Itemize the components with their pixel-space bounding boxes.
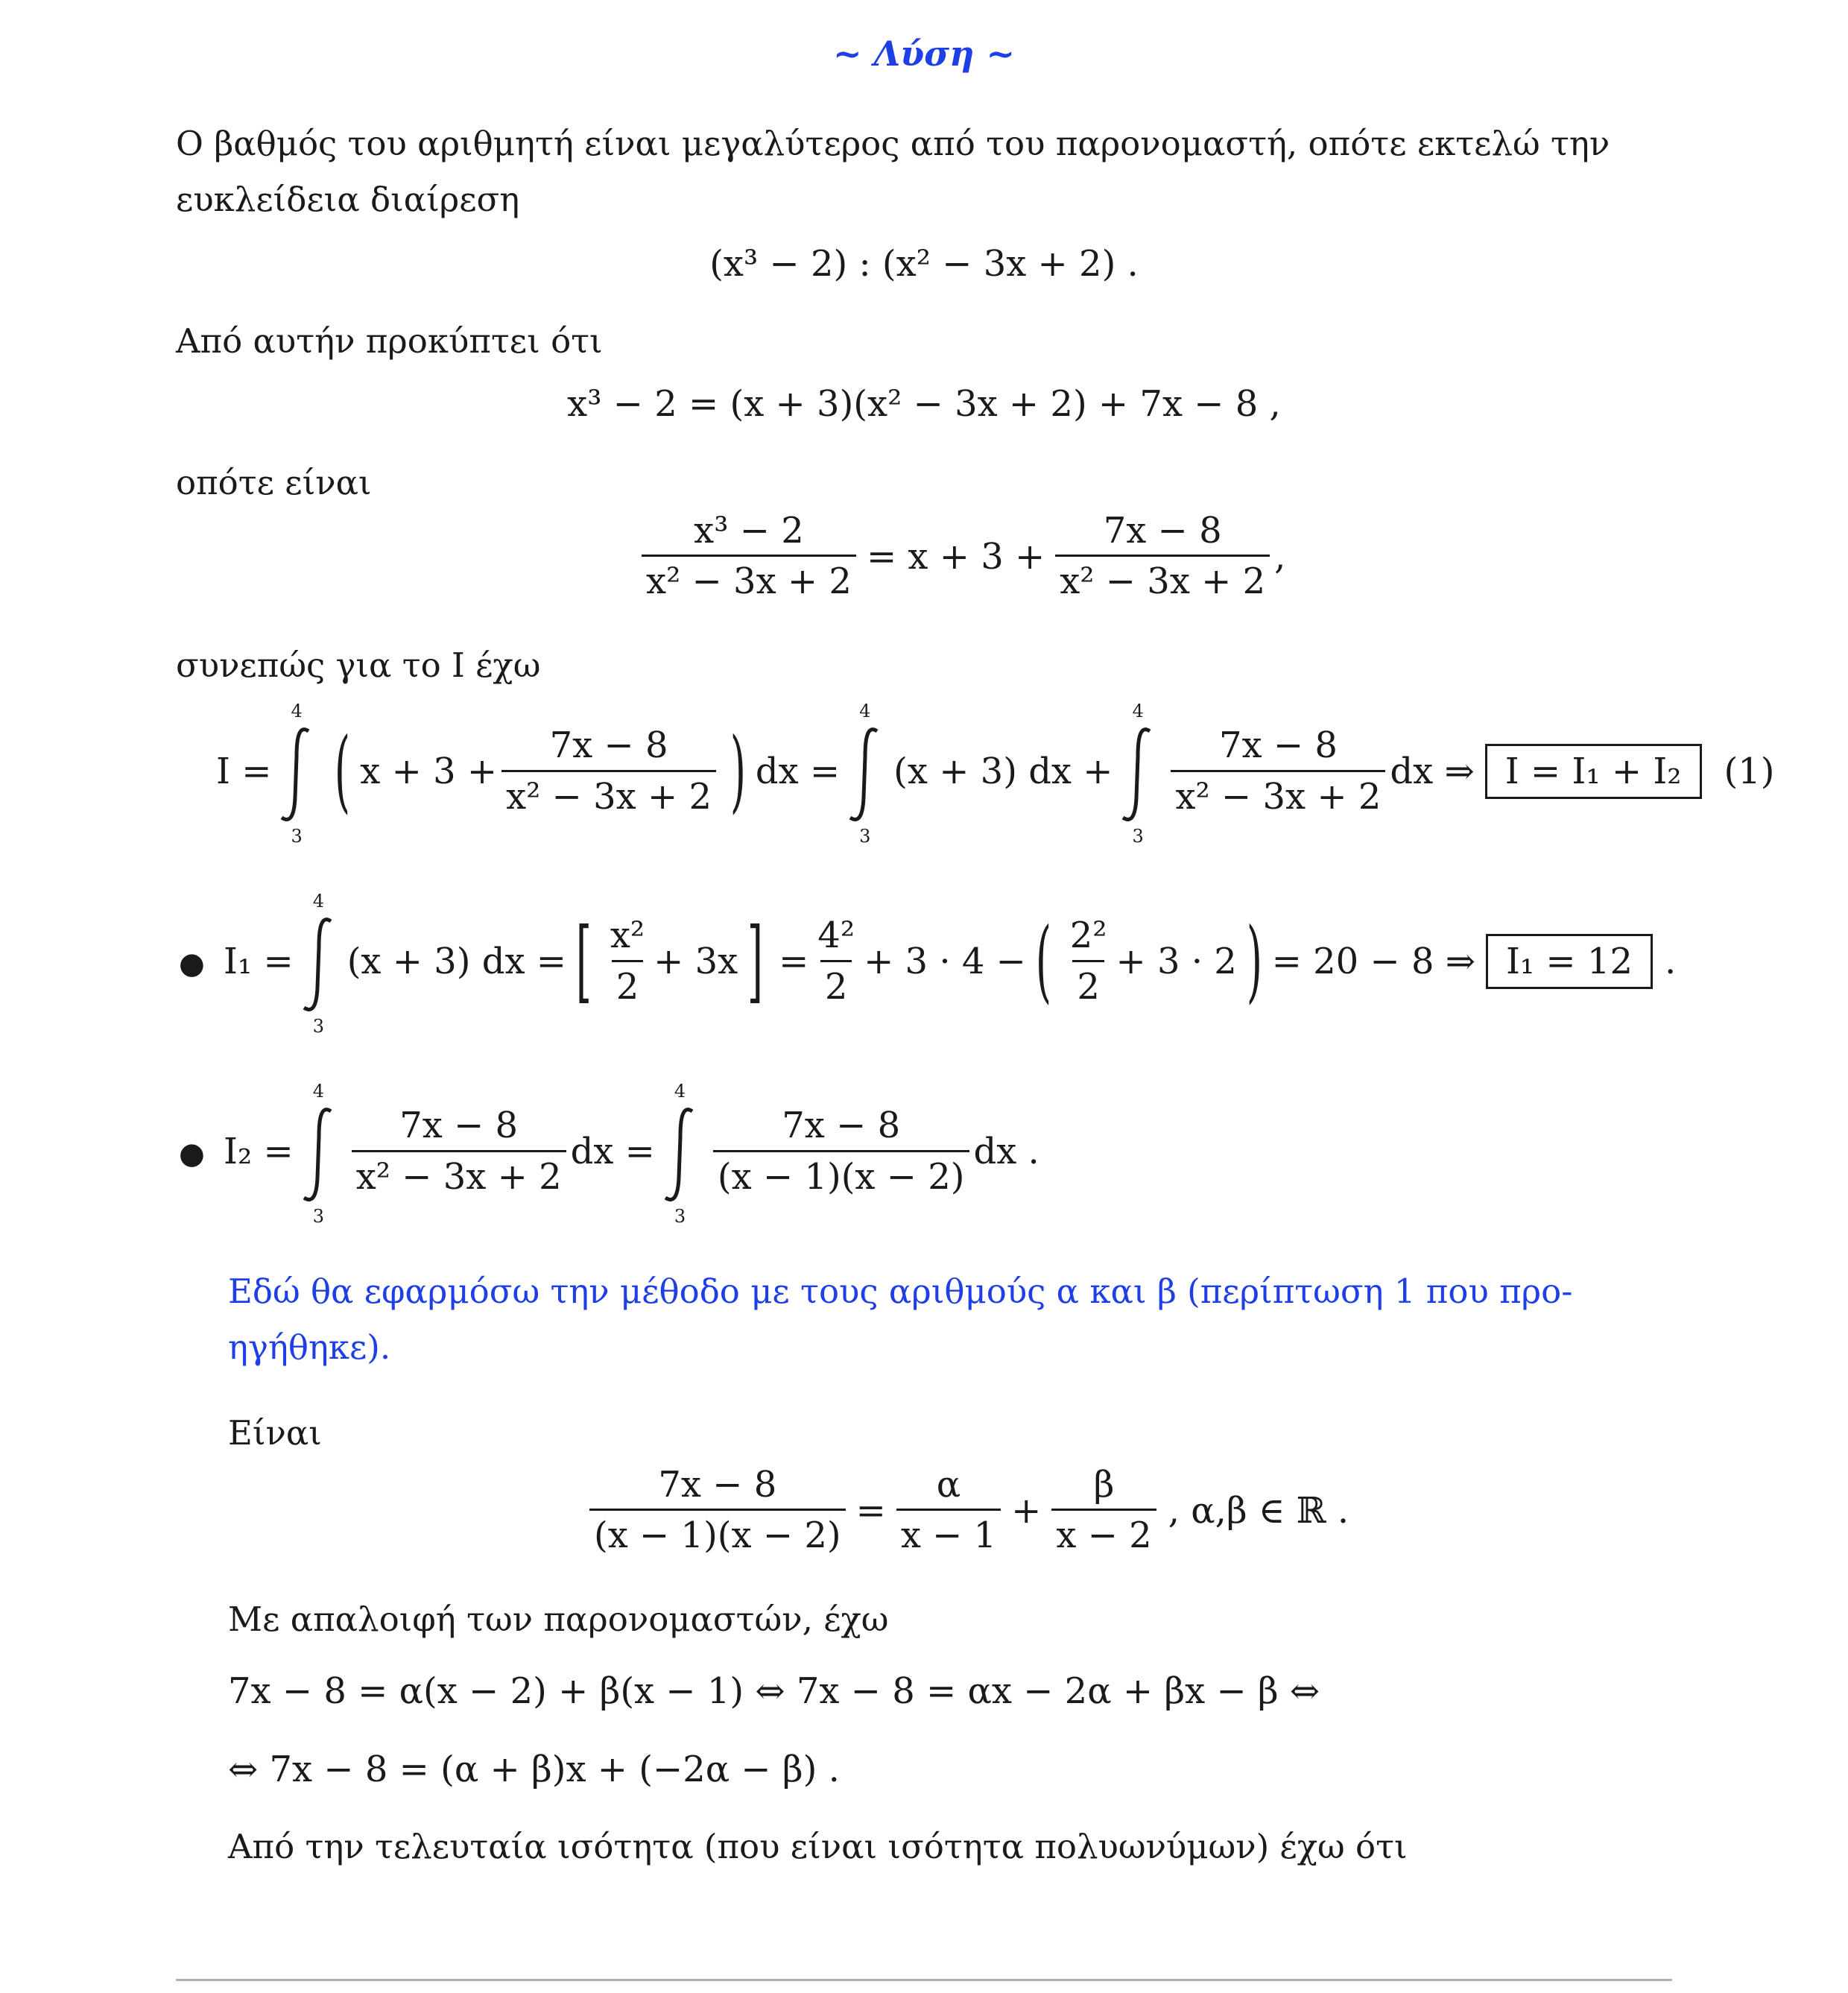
equation-text: + (1011, 1489, 1042, 1532)
numerator: 7x − 8 (658, 1464, 777, 1506)
integral-sign (276, 701, 320, 847)
numerator: 2² (1069, 915, 1107, 957)
left-paren: ( (335, 719, 351, 823)
equation-text: x + 3 + (360, 751, 498, 792)
fraction (1171, 725, 1385, 817)
equation-text: dx = (755, 751, 841, 792)
equation-text: dx = (570, 1131, 655, 1172)
equation-integral-split (216, 701, 1775, 847)
upper-limit: 4 (312, 1081, 324, 1102)
bullet-icon: ● (179, 1137, 205, 1171)
denominator: x² − 3x + 2 (352, 1150, 566, 1198)
equation-text: (x + 3) dx + (893, 751, 1113, 792)
denominator: 2 (1072, 960, 1104, 1008)
denominator: x² − 3x + 2 (642, 555, 856, 602)
right-bracket: ] (747, 909, 764, 1013)
equation-text: , α,β ∈ ℝ . (1168, 1489, 1349, 1532)
denominator: 2 (820, 960, 852, 1008)
lower-limit: 3 (312, 1206, 324, 1227)
equation-text: dx ⇒ (1390, 751, 1475, 792)
denominator: (x − 1)(x − 2) (589, 1509, 846, 1556)
equation-expansion: 7x − 8 = α(x − 2) + β(x − 1) ⇔ 7x − 8 = αx − 2α + βx − β ⇔ (228, 1670, 1320, 1712)
equation-text: = (855, 1489, 886, 1532)
equation-text: = x + 3 + (866, 535, 1045, 578)
equation-integral-one (224, 891, 1677, 1037)
upper-limit: 4 (312, 891, 324, 912)
left-bracket: [ (575, 909, 592, 1013)
equation-fraction-split (637, 511, 1285, 602)
integral-sign (298, 891, 343, 1037)
fraction (1055, 511, 1270, 602)
upper-limit: 4 (859, 701, 871, 721)
fraction (501, 725, 716, 817)
equation-partial-fractions (585, 1465, 1349, 1556)
equation-text: + 3 · 4 − (864, 941, 1026, 982)
fraction (606, 915, 649, 1007)
denominator: 2 (612, 960, 644, 1008)
integral-sign (659, 1081, 704, 1227)
equation-identity: x³ − 2 = (x + 3)(x² − 3x + 2) + 7x − 8 , (567, 383, 1281, 425)
equation-text: I = (216, 751, 272, 792)
numerator: α (936, 1464, 961, 1506)
equation-text: + 3 · 2 (1116, 941, 1237, 982)
equation-text: (x + 3) dx = (346, 941, 567, 982)
fraction (589, 1465, 846, 1556)
bullet-icon: ● (179, 947, 205, 981)
paragraph-line: Με απαλοιφή των παρονομαστών, έχω (228, 1599, 889, 1639)
lower-limit: 3 (312, 1016, 324, 1037)
equation-division: (x³ − 2) : (x² − 3x + 2) . (709, 243, 1139, 285)
fraction (713, 1105, 969, 1197)
left-paren: ( (1035, 909, 1051, 1013)
fraction (896, 1465, 1001, 1556)
boxed-result: I₁ = 12 (1486, 934, 1653, 989)
equation-text: = (779, 941, 809, 982)
lower-limit: 3 (1132, 826, 1144, 847)
paragraph-line: Ο βαθμός του αριθμητή είναι μεγαλύτερος από του παρονομαστή, οπότε εκτελώ την (176, 124, 1610, 163)
numerator: 7x − 8 (399, 1105, 519, 1147)
lower-limit: 3 (859, 826, 871, 847)
equation-expansion: ⇔ 7x − 8 = (α + β)x + (−2α − β) . (228, 1749, 840, 1790)
paragraph-line: οπότε είναι (176, 463, 372, 502)
note-line: ηγήθηκε). (228, 1327, 391, 1367)
integral-sign (844, 701, 889, 847)
fraction (1066, 915, 1112, 1007)
fraction (352, 1105, 566, 1197)
paragraph-line: Από την τελευταία ισότητα (που είναι ισότητα πολυωνύμων) έχω ότι (228, 1827, 1408, 1866)
right-paren: ) (1246, 909, 1262, 1013)
fraction (642, 511, 856, 602)
equation-text: I₁ = (224, 941, 294, 982)
numerator: x² (610, 915, 645, 957)
paragraph-line: συνεπώς για το Ι έχω (176, 645, 541, 685)
denominator: (x − 1)(x − 2) (713, 1150, 969, 1198)
equation-text: I₂ = (224, 1131, 294, 1172)
upper-limit: 4 (1132, 701, 1144, 721)
integral-sign (298, 1081, 343, 1227)
paragraph-line: Είναι (228, 1413, 322, 1453)
numerator: 7x − 8 (782, 1105, 901, 1147)
footer-rule (176, 1979, 1672, 1981)
equation-label: (1) (1724, 751, 1775, 792)
paragraph-line: ευκλείδεια διαίρεση (176, 180, 520, 219)
numerator: β (1093, 1464, 1115, 1506)
paragraph-line: Από αυτήν προκύπτει ότι (176, 321, 603, 361)
right-paren: ) (730, 719, 746, 823)
upper-limit: 4 (674, 1081, 686, 1102)
denominator: x − 1 (896, 1509, 1001, 1556)
lower-limit: 3 (674, 1206, 686, 1227)
note-line: Εδώ θα εφαρμόσω την μέθοδο με τους αριθμούς α και β (περίπτωση 1 που προ- (228, 1272, 1573, 1311)
equation-text: , (1274, 535, 1286, 578)
denominator: x² − 3x + 2 (1055, 555, 1270, 602)
equation-text: = 20 − 8 ⇒ (1271, 941, 1475, 982)
numerator: 7x − 8 (1103, 510, 1222, 552)
denominator: x − 2 (1051, 1509, 1156, 1556)
solution-title: ~ Λύση ~ (832, 34, 1016, 74)
numerator: x³ − 2 (694, 510, 804, 552)
fraction (1051, 1465, 1156, 1556)
fraction (813, 915, 859, 1007)
numerator: 7x − 8 (1218, 724, 1338, 767)
equation-integral-two (224, 1081, 1040, 1227)
denominator: x² − 3x + 2 (1171, 770, 1385, 818)
denominator: x² − 3x + 2 (501, 770, 716, 818)
upper-limit: 4 (291, 701, 303, 721)
equation-text: + 3x (654, 941, 738, 982)
lower-limit: 3 (291, 826, 303, 847)
equation-text: dx . (973, 1131, 1040, 1172)
equation-text: . (1664, 941, 1677, 982)
numerator: 4² (817, 915, 855, 957)
numerator: 7x − 8 (549, 724, 668, 767)
integral-sign (1117, 701, 1162, 847)
boxed-result: I = I₁ + I₂ (1485, 744, 1702, 799)
